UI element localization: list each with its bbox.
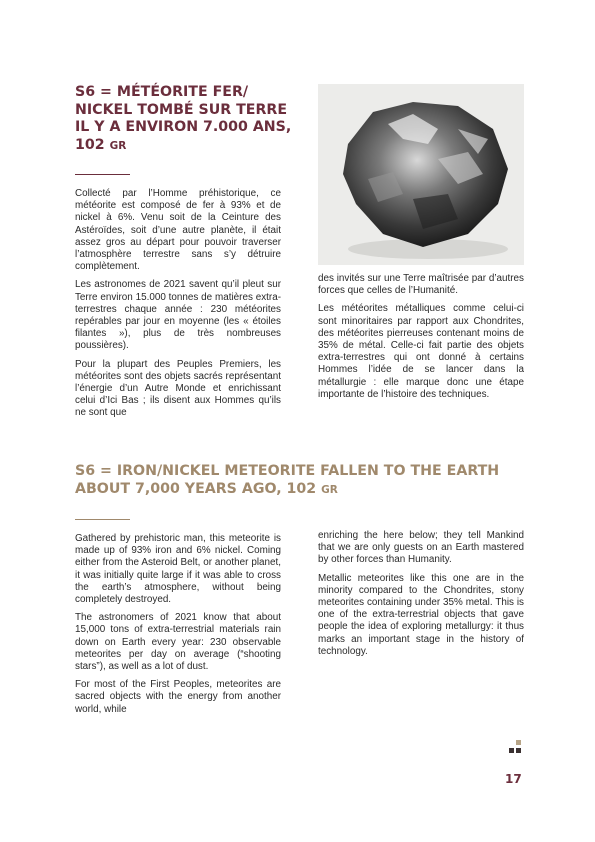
meteorite-photo bbox=[318, 84, 524, 265]
paragraph: des invités sur une Terre maîtrisée par d’autres forces que celles de l’Humanité. bbox=[318, 273, 524, 297]
french-title-rule bbox=[75, 174, 130, 175]
paragraph: The astronomers of 2021 know that about 15,000 tons of extra-terrestrial materials rain down on Earth every year: 230 observable meteorites per day on average (“shooting stars”), as well as a lot of dust. bbox=[75, 612, 281, 673]
english-text-left-column bbox=[75, 533, 281, 722]
paragraph: Collecté par l’Homme préhistorique, ce météorite est composé de fer à 93% et de nickel à 6%. Venu soit de la Ceinture des Astéroïdes, soit d’une autre planète, il était assez gros au départ pour pouvoir traverser l’atmosphère terrestre sans s’y détruire complètement. bbox=[75, 188, 281, 273]
french-text-right-column bbox=[318, 273, 524, 407]
paragraph: Gathered by prehistoric man, this meteorite is made up of 93% iron and 6% nickel. Coming either from the Asteroid Belt, or another planet, it was initially quite large if it was able to cross the earth’s atmosphere, without being completely destroyed. bbox=[75, 533, 281, 606]
english-title-rule bbox=[75, 519, 130, 520]
paragraph: For most of the First Peoples, meteorites are sacred objects with the energy from another world, while bbox=[75, 679, 281, 715]
french-title: S6 = MÉTÉORITE FER/ NICKEL TOMBÉ SUR TERRE IL Y A ENVIRON 7.000 ANS, 102 GR bbox=[75, 84, 292, 153]
french-text-left-column bbox=[75, 188, 281, 426]
paragraph: Pour la plupart des Peuples Premiers, les météorites sont des objets sacrés représentant l’énergie d’un Autre Monde et enrichissant celui d’Ici Bas ; ils disent aux Hommes qu’ils ne sont que bbox=[75, 358, 281, 419]
english-title: S6 = IRON/NICKEL METEORITE FALLEN TO THE EARTH ABOUT 7,000 YEARS AGO, 102 GR bbox=[75, 463, 500, 497]
paragraph: enriching the here below; they tell Mankind that we are only guests on an Earth mastered by other forces than Humanity. bbox=[318, 530, 524, 566]
english-text-right-column bbox=[318, 530, 524, 664]
paragraph: Metallic meteorites like this one are in the minority compared to the Chondrites, stony meteorites containing under 35% metal. This is one of the extra-terrestrial objects that gave people the idea of exploring metallurgy: it thus marks an important stage in the history of technology. bbox=[318, 572, 524, 657]
paragraph: Les météorites métalliques comme celui-ci sont minoritaires par rapport aux Chondrites, des météorites pierreuses contenant moins de 35% de métal. Celle-ci fait partie des objets extra-terrestres qui ont donné à certains Hommes l’idée de se lancer dans la métallurgie : elle marque donc une étape importante de l’histoire des techniques. bbox=[318, 303, 524, 400]
paragraph: Les astronomes de 2021 savent qu’il pleut sur Terre environ 15.000 tonnes de matières extra-terrestres chaque année : 230 météorites repérables par jour en moyenne (les « étoiles filantes »), plus de très nombreuses poussières). bbox=[75, 279, 281, 352]
page-number: 17 bbox=[505, 772, 522, 786]
